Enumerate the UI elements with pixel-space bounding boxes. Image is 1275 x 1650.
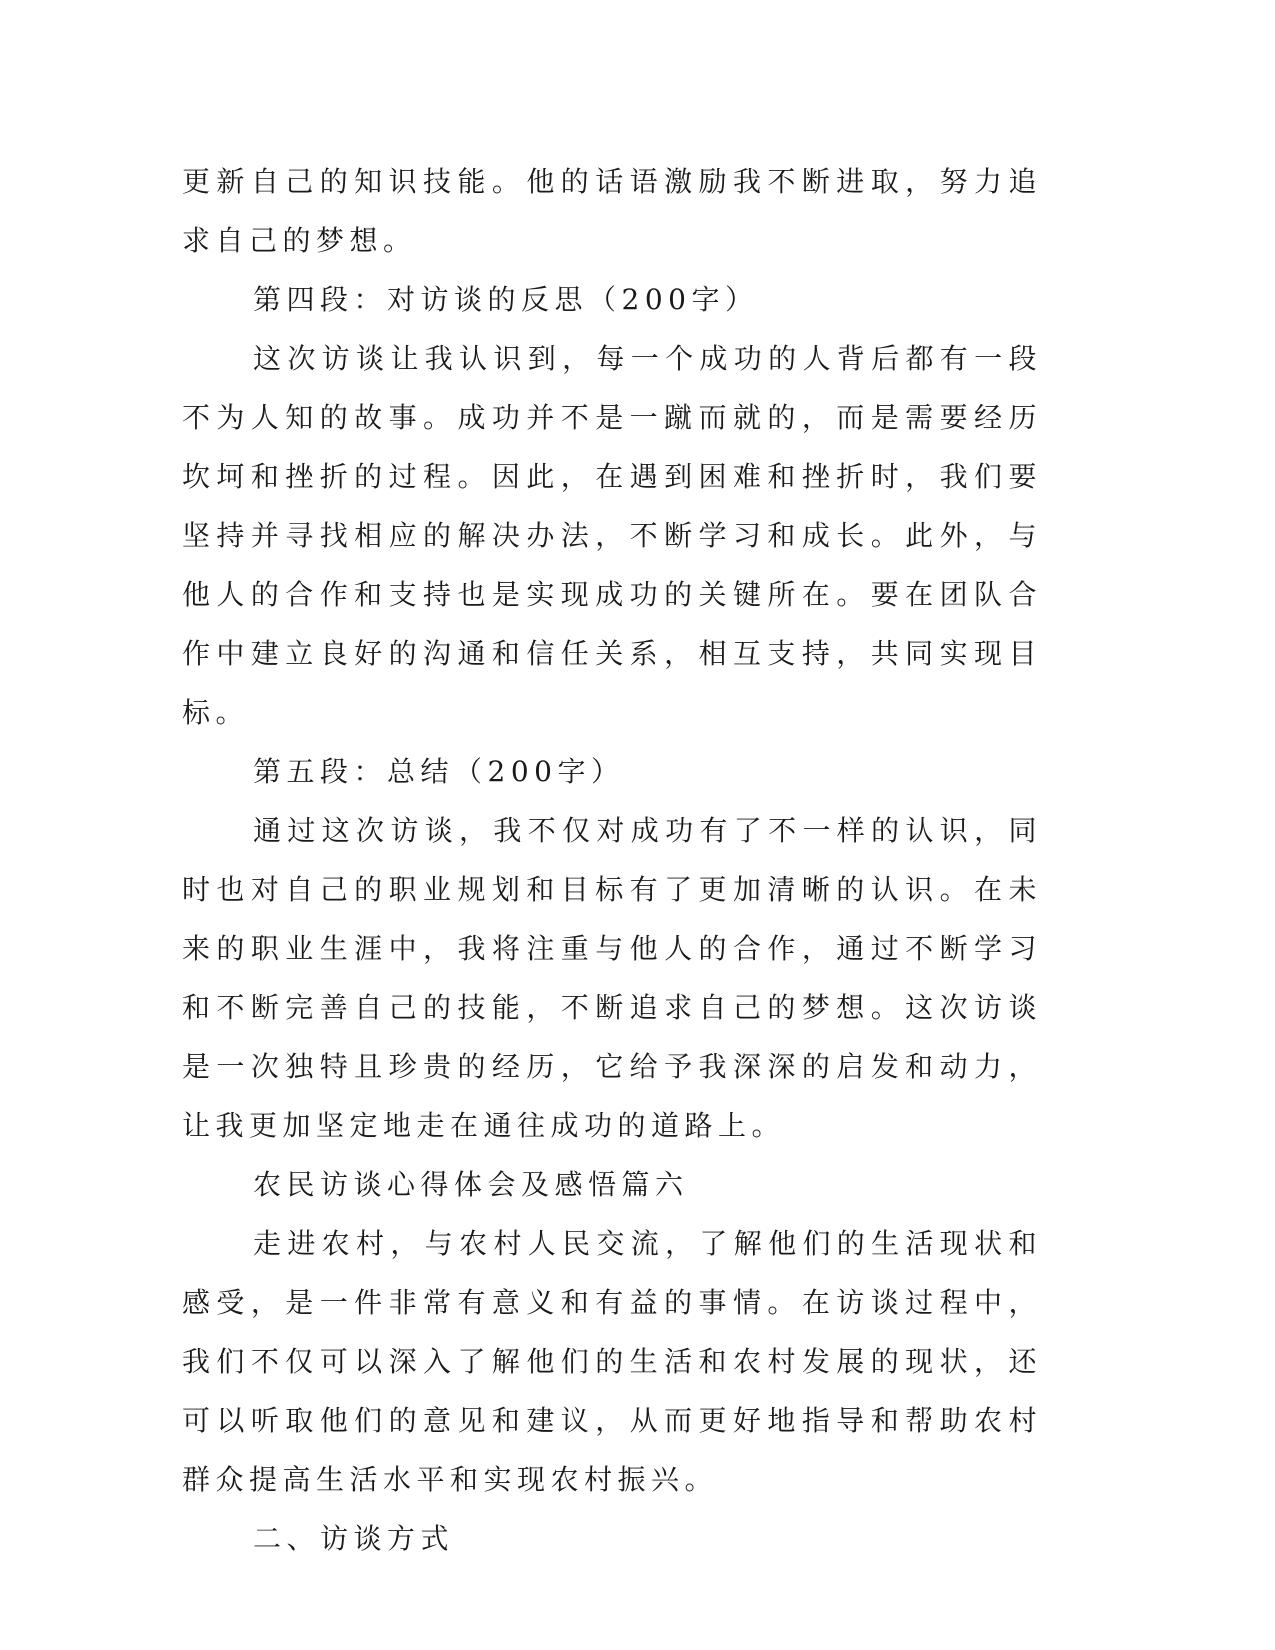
document-body: [182, 152, 1042, 1568]
paragraph-summary: 通过这次访谈，我不仅对成功有了不一样的认识，同时也对自己的职业规划和目标有了更加清晰的认识。在未来的职业生涯中，我将注重与他人的合作，通过不断学习和不断完善自己的技能，不断追求自己的梦想。这次访谈是一次独特且珍贵的经历，它给予我深深的启发和动力，让我更加坚定地走在通往成功的道路上。: [182, 814, 1042, 1142]
paragraph-continuation: 更新自己的知识技能。他的话语激励我不断进取，努力追求自己的梦想。: [182, 165, 1042, 257]
article-title-part-6: 农民访谈心得体会及感悟篇六: [253, 1168, 689, 1201]
paragraph-reflection: 这次访谈让我认识到，每一个成功的人背后都有一段不为人知的故事。成功并不是一蹴而就的，而是需要经历坎坷和挫折的过程。因此，在遇到困难和挫折时，我们要坚持并寻找相应的解决办法，不断学习和成长。此外，与他人的合作和支持也是实现成功的关键所在。要在团队合作中建立良好的沟通和信任关系，相互支持，共同实现目标。: [182, 342, 1042, 729]
paragraph-intro: 走进农村，与农村人民交流，了解他们的生活现状和感受，是一件非常有意义和有益的事情。在访谈过程中，我们不仅可以深入了解他们的生活和农村发展的现状，还可以听取他们的意见和建议，从而更好地指导和帮助农村群众提高生活水平和实现农村振兴。: [182, 1227, 1042, 1496]
section-heading-5: 第五段：总结（200字）: [253, 755, 625, 788]
section-heading-4: 第四段：对访谈的反思（200字）: [253, 283, 759, 316]
section-heading-interview-method: 二、访谈方式: [253, 1522, 455, 1555]
